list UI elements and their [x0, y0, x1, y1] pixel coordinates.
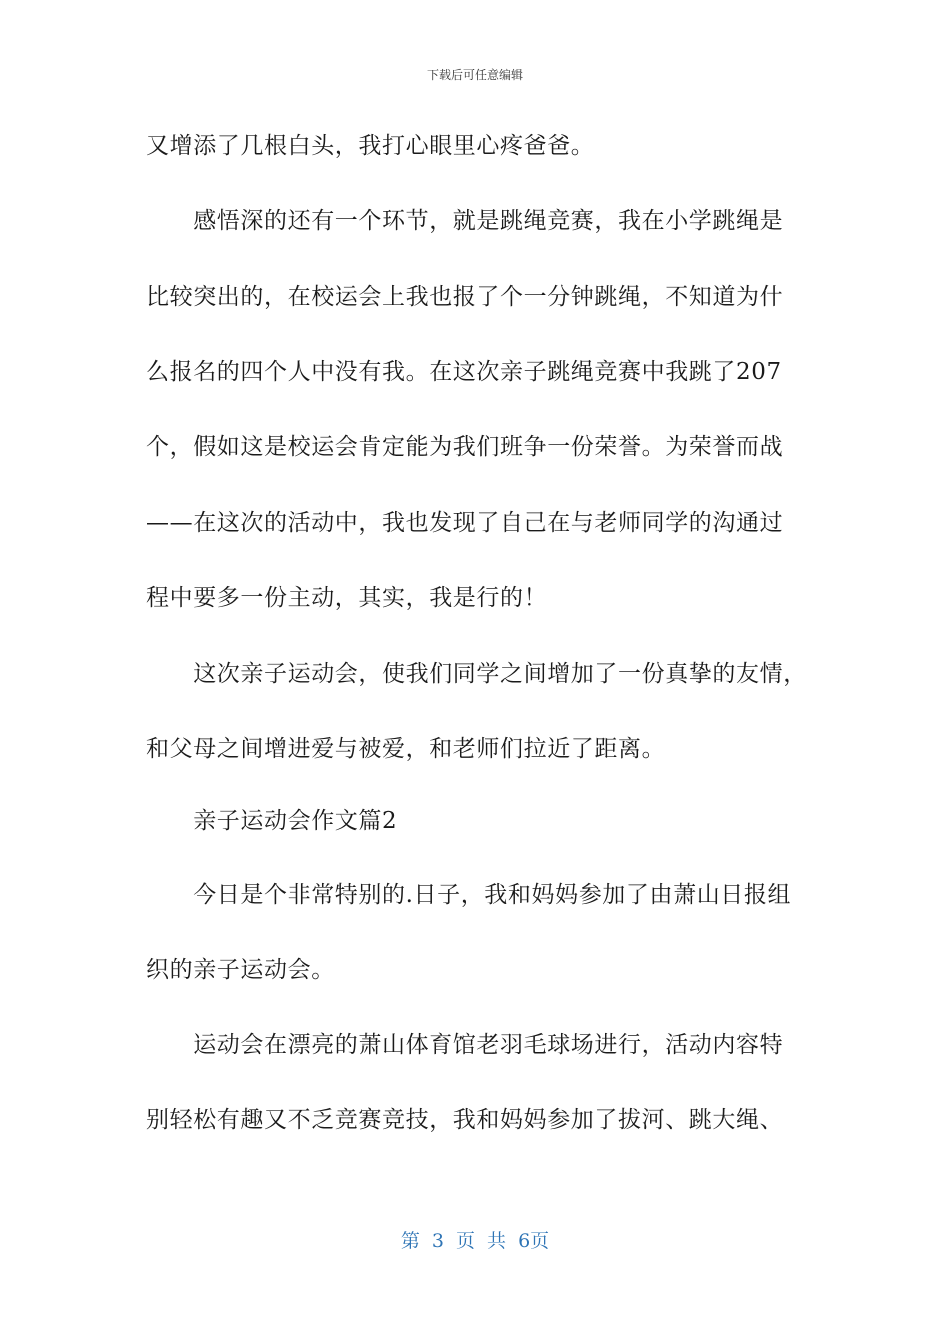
text-line: 织的亲子运动会。	[146, 957, 335, 983]
text-line: ——在这次的活动中，我也发现了自己在与老师同学的沟通过	[146, 510, 784, 536]
text-line: 又增添了几根白头，我打心眼里心疼爸爸。	[146, 133, 595, 159]
section-heading: 亲子运动会作文篇2	[146, 808, 398, 834]
text-line: 这次亲子运动会，使我们同学之间增加了一份真挚的友情，	[146, 661, 807, 687]
text-line: 程中要多一份主动，其实，我是行的！	[146, 585, 548, 611]
text-line: 个，假如这是校运会肯定能为我们班争一份荣誉。为荣誉而战	[146, 434, 784, 460]
text-line: 么报名的四个人中没有我。在这次亲子跳绳竞赛中我跳了207	[146, 359, 782, 385]
text-line: 运动会在漂亮的萧山体育馆老羽毛球场进行，活动内容特	[146, 1032, 784, 1058]
text-line: 别轻松有趣又不乏竞赛竞技，我和妈妈参加了拔河、跳大绳、	[146, 1107, 784, 1133]
text-line: 和父母之间增进爱与被爱，和老师们拉近了距离。	[146, 736, 666, 762]
text-line: 今日是个非常特别的.日子，我和妈妈参加了由萧山日报组	[146, 882, 792, 908]
text-line: 比较突出的，在校运会上我也报了个一分钟跳绳，不知道为什	[146, 284, 784, 310]
text-line: 感悟深的还有一个环节，就是跳绳竞赛，我在小学跳绳是	[146, 208, 784, 234]
page-header: 下载后可任意编辑	[426, 68, 523, 82]
page-number-footer: 第 3 页 共 6页	[400, 1230, 550, 1252]
